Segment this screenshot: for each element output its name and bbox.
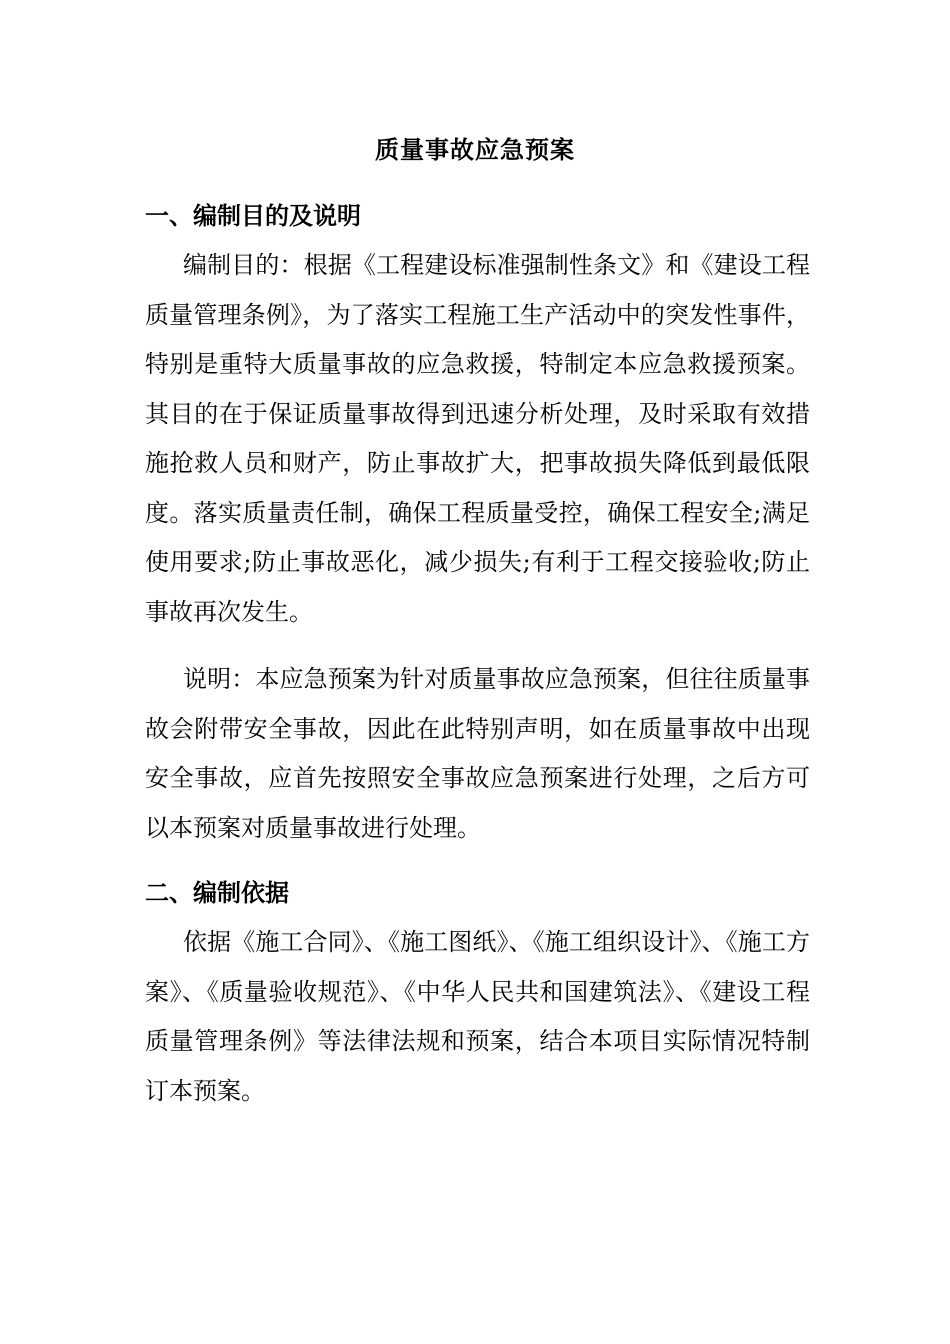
document-title: 质量事故应急预案 xyxy=(375,135,575,164)
paragraph-purpose: 编制目的：根据《工程建设标准强制性条文》和《建设工程质量管理条例》，为了落实工程施工生产活动中的突发性事件，特别是重特大质量事故的应急救援，特制定本应急救援预案。其目的在于保证质量事故得到迅速分析处理，及时采取有效措施抢救人员和财产，防止事故扩大，把事故损失降低到最低限度。落实质量责任制，确保工程质量受控，确保工程安全;满足使用要求;防止事故恶化，减少损失;有利于工程交接验收;防止事故再次发生。 xyxy=(145,251,810,626)
paragraph-basis: 依据《施工合同》、《施工图纸》、《施工组织设计》、《施工方案》、《质量验收规范》、《中华人民共和国建筑法》、《建设工程质量管理条例》等法律法规和预案，结合本项目实际情况特制订本预案。 xyxy=(145,928,810,1105)
section-heading-purpose: 一、编制目的及说明 xyxy=(145,201,361,230)
paragraph-explanation: 说明：本应急预案为针对质量事故应急预案，但往往质量事故会附带安全事故，因此在此特别声明，如在质量事故中出现安全事故，应首先按照安全事故应急预案进行处理，之后方可以本预案对质量事故进行处理。 xyxy=(145,665,810,842)
section-heading-basis: 二、编制依据 xyxy=(145,878,289,907)
